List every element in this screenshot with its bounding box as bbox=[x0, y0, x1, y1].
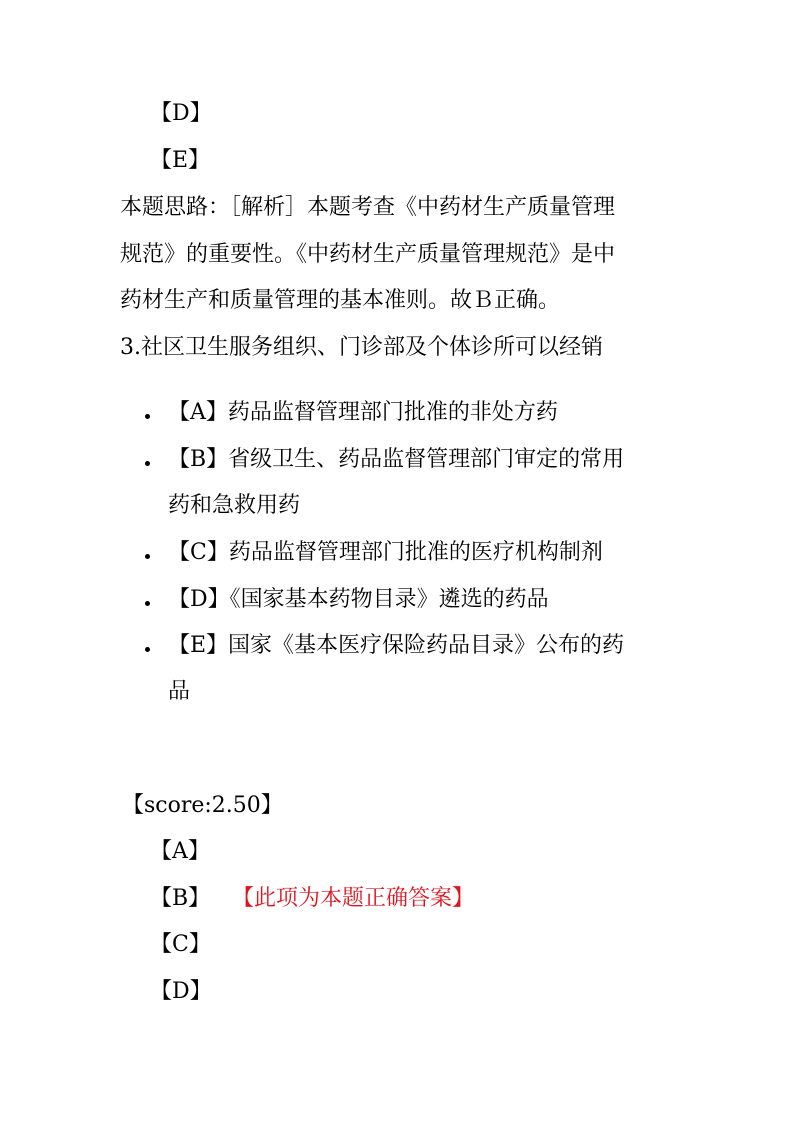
correct-answer-note: 【此项为本题正确答案】 bbox=[232, 886, 475, 911]
analysis-line: 药材生产和质量管理的基本准则。故Ｂ正确。 bbox=[120, 288, 561, 313]
prev-option-d: 【D】 bbox=[150, 101, 212, 126]
bullet-icon bbox=[145, 414, 150, 419]
choice-e-cont: 品 bbox=[168, 679, 191, 704]
prev-option-e: 【E】 bbox=[150, 148, 211, 173]
bullet-icon bbox=[145, 647, 150, 652]
answer-option-c: 【C】 bbox=[150, 932, 211, 957]
choice-b-cont: 药和急救用药 bbox=[168, 493, 301, 518]
bullet-icon bbox=[145, 601, 150, 606]
answer-option-a: 【A】 bbox=[150, 839, 210, 864]
choice-d: 【D】《国家基本药物目录》遴选的药品 bbox=[168, 587, 549, 612]
answer-option-b: 【B】 bbox=[150, 886, 211, 911]
score-label: 【score:2.50】 bbox=[122, 793, 283, 818]
choice-e: 【E】国家《基本医疗保险药品目录》公布的药 bbox=[168, 633, 625, 658]
analysis-line: 规范》的重要性。《中药材生产质量管理规范》是中 bbox=[120, 242, 616, 267]
choice-a: 【A】药品监督管理部门批准的非处方药 bbox=[168, 400, 558, 425]
bullet-icon bbox=[145, 461, 150, 466]
choice-c: 【C】药品监督管理部门批准的医疗机构制剂 bbox=[168, 540, 603, 565]
answer-option-d: 【D】 bbox=[150, 979, 212, 1004]
bullet-icon bbox=[145, 554, 150, 559]
choice-b: 【B】省级卫生、药品监督管理部门审定的常用 bbox=[168, 447, 625, 472]
question-text: 3.社区卫生服务组织、门诊部及个体诊所可以经销 bbox=[120, 335, 603, 360]
analysis-line: 本题思路：［解析］本题考查《中药材生产质量管理 bbox=[120, 195, 616, 220]
